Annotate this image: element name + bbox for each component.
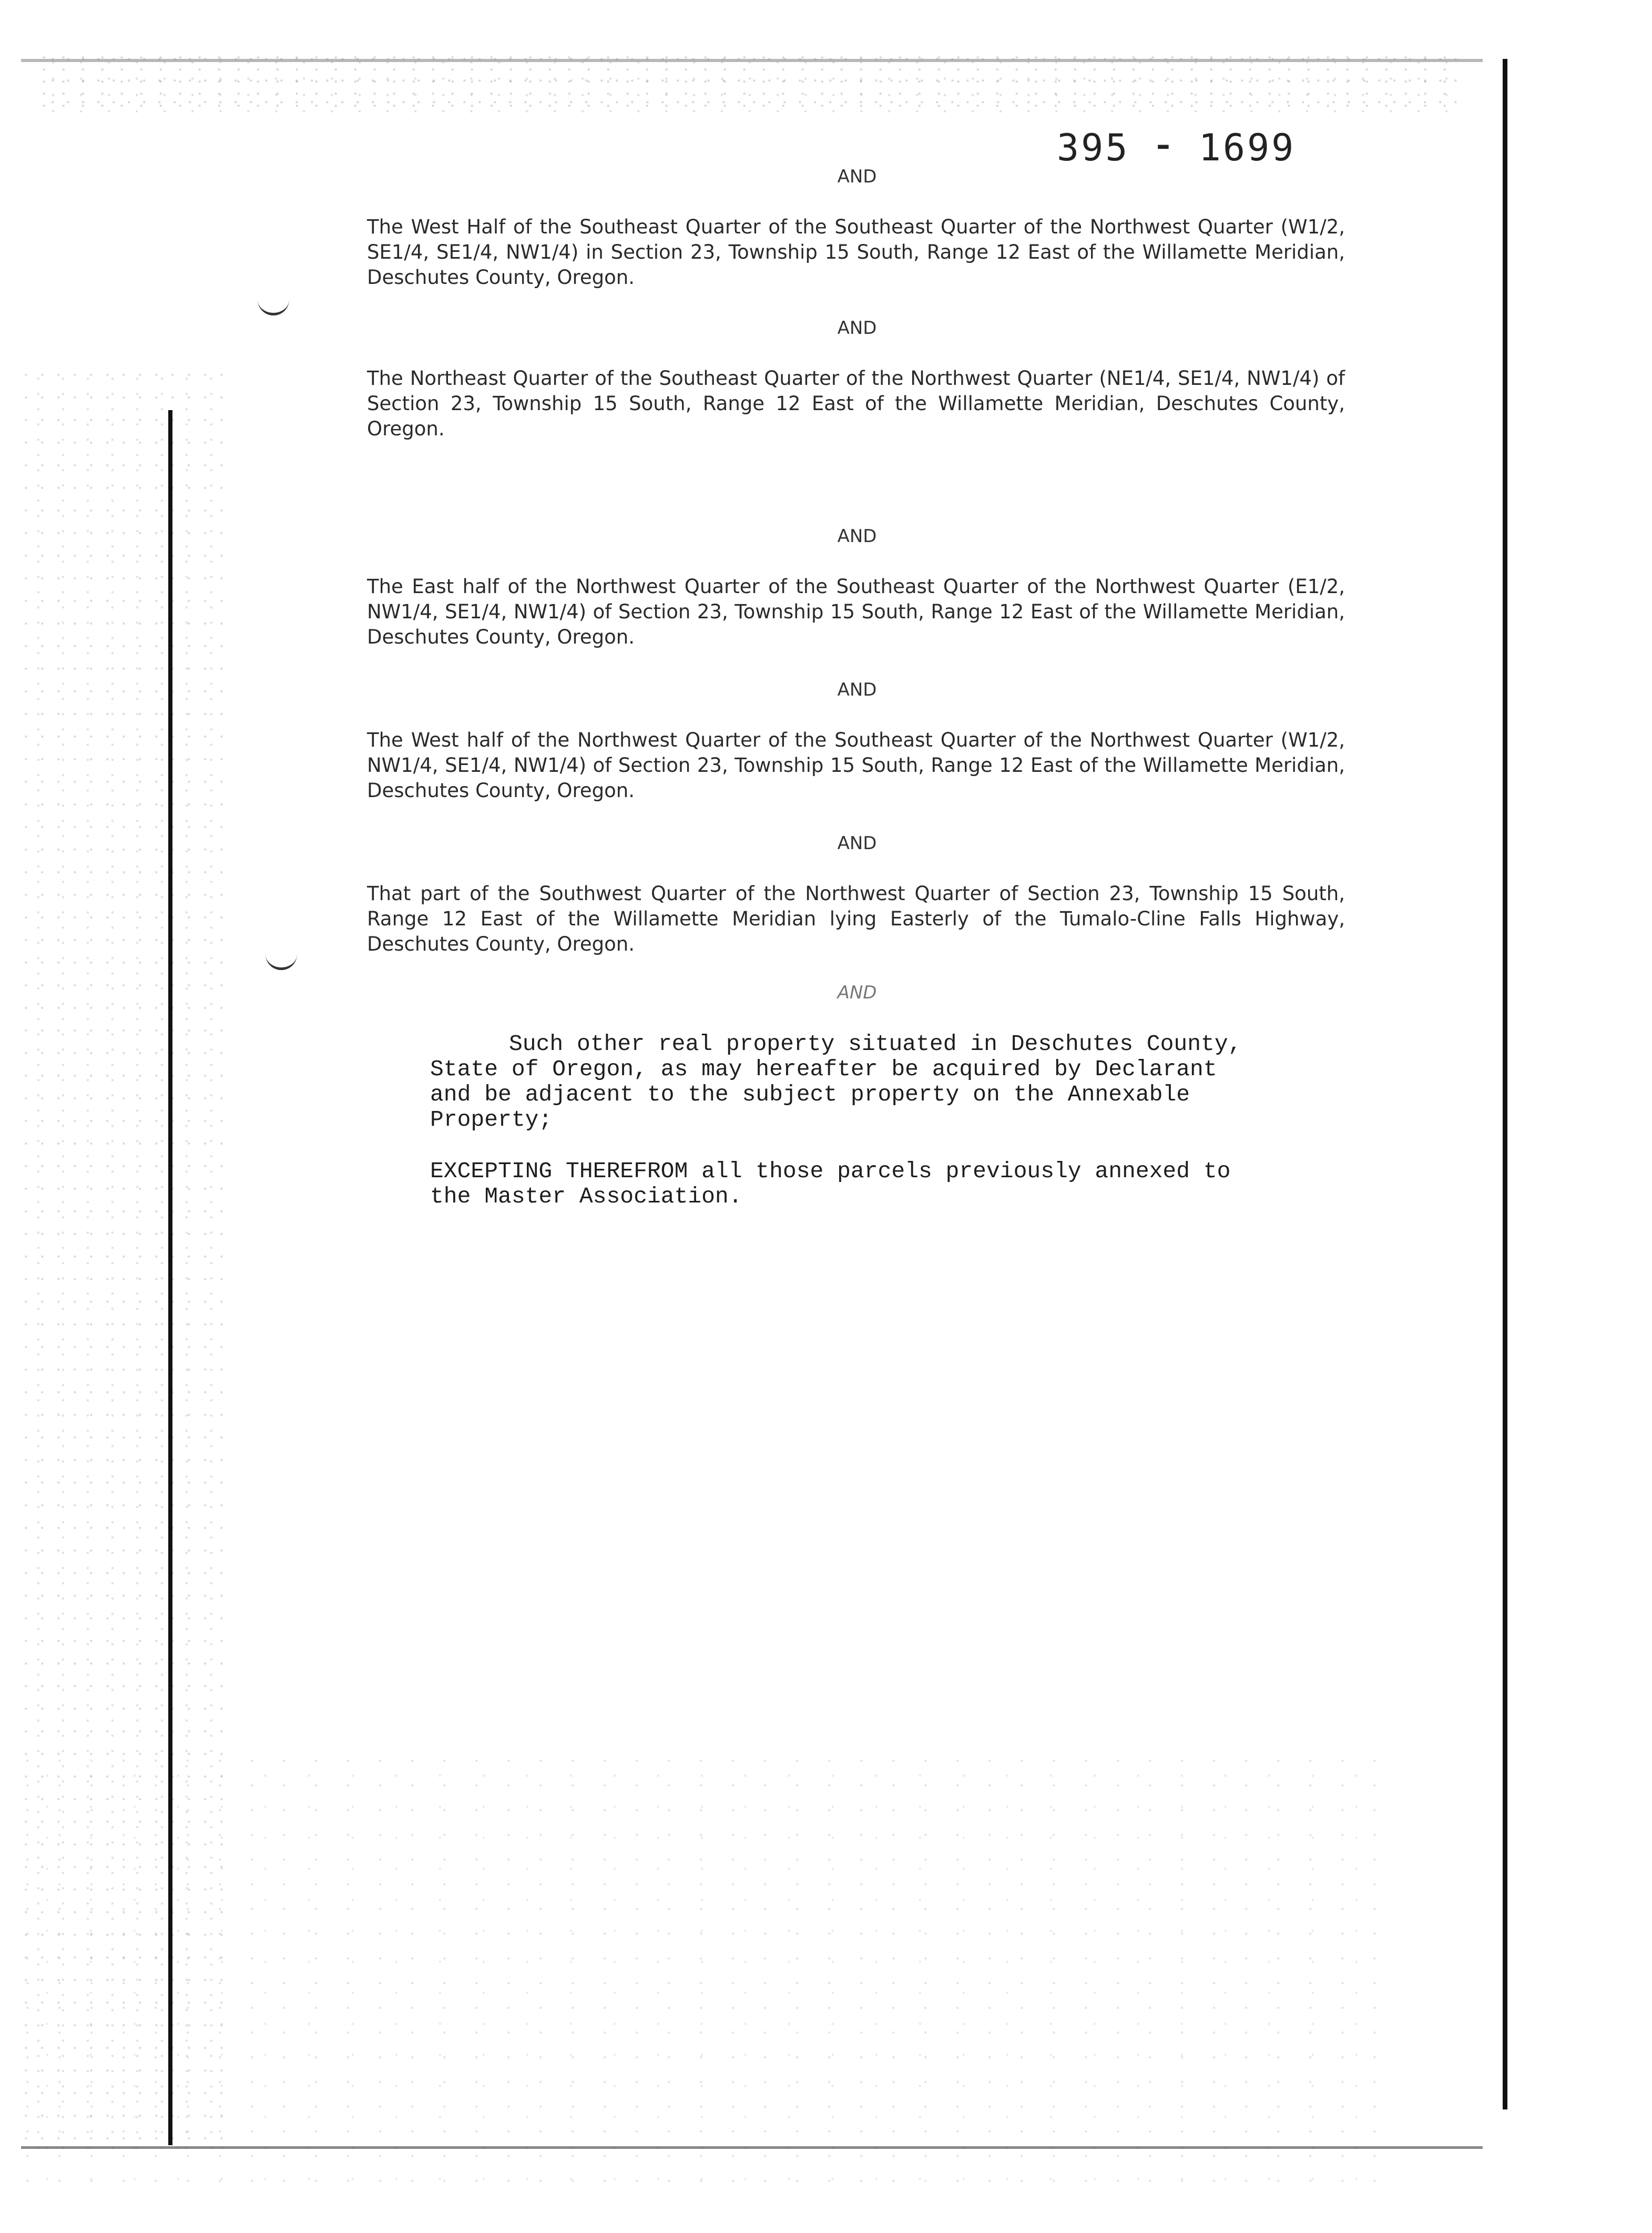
and-separator: AND	[837, 318, 877, 339]
scan-top-edge	[21, 59, 1483, 62]
legal-description-paragraph: The West half of the Northwest Quarter of the Southeast Quarter of the Northwest Quarter (W1/2, NW1/4, SE1/4, NW1/4) of Section 23, Township 15 South, Range 12 East of the Willamette Meridian, Deschutes County, Oregon.	[367, 729, 1345, 802]
legal-description-paragraph: The Northeast Quarter of the Southeast Quarter of the Northwest Quarter (NE1/4, SE1/4, NW1/4) of Section 23, Township 15 South, Range 12 East of the Willamette Meridian, Deschutes County, Oregon.	[367, 367, 1345, 440]
and-separator: AND	[837, 982, 877, 1003]
annexable-property-paragraph: Such other real property situated in Deschutes County, State of Oregon, as may hereafter be acquired by Declarant and be adjacent to the subject property on the Annexable Property;	[430, 1031, 1242, 1133]
and-separator: AND	[837, 526, 877, 547]
scan-noise-top	[42, 53, 1462, 116]
legal-description-paragraph: The East half of the Northwest Quarter of the Southeast Quarter of the Northwest Quarter (E1/2, NW1/4, SE1/4, NW1/4) of Section 23, Township 15 South, Range 12 East of the Willamette Meridian, Deschutes County, Oregon.	[367, 575, 1345, 648]
scan-noise-bottom	[21, 1751, 1388, 2198]
legal-description-paragraph: The West Half of the Southeast Quarter of the Southeast Quarter of the Northwest Quarter (W1/2, SE1/4, SE1/4, NW1/4) in Section 23, Township 15 South, Range 12 East of the Willamette Meridian, Deschutes County, Oregon.	[367, 216, 1345, 289]
scan-left-edge	[168, 410, 172, 2145]
scan-right-edge	[1503, 59, 1507, 2109]
and-separator: AND	[837, 833, 877, 854]
page-number: 395 ⁃ 1699	[1057, 126, 1296, 169]
legal-description-paragraph: That part of the Southwest Quarter of the Northwest Quarter of Section 23, Township 15 South, Range 12 East of the Willamette Meridian lying Easterly of the Tumalo-Cline Falls Highway, Deschutes County, Oregon.	[367, 882, 1345, 955]
and-separator: AND	[837, 679, 877, 700]
and-separator: AND	[837, 166, 877, 187]
margin-mark	[258, 297, 289, 315]
scan-bottom-edge	[21, 2146, 1483, 2149]
margin-mark	[266, 952, 297, 970]
exception-paragraph: EXCEPTING THEREFROM all those parcels previously annexed to the Master Association.	[430, 1158, 1231, 1209]
